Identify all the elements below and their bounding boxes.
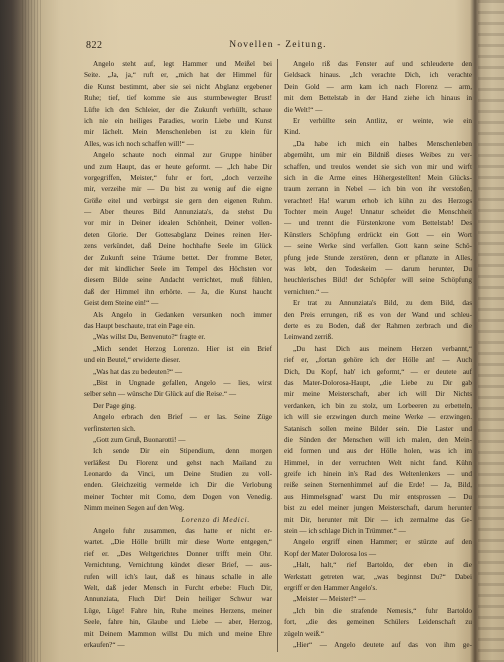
text-line: greife ich hinein in's Rad des Weltenlenkers — und xyxy=(284,470,472,479)
text-line: den Preis errungen, riß es von der Wand und schleu- xyxy=(284,310,472,319)
text-line: Ruhe; tief, tief komme sie aus sturmbewegter Brust! xyxy=(84,94,272,103)
text-line: mit Dir, herunter mit Dir — ich zermalme das Ge- xyxy=(284,515,472,524)
column-divider xyxy=(277,59,278,652)
text-line: enden. Gleichzeitig vermelde ich Dir die Verlobung xyxy=(84,481,272,490)
text-line: verdanken, ich bin zu stolz, um Lorbeeren zu erbetteln, xyxy=(284,401,472,410)
text-line: Satanisch sollen meine Bilder sein. Die Laster und xyxy=(284,424,472,433)
paragraph xyxy=(284,298,472,344)
text-line: Kopf der Mater Dolorosa los — xyxy=(284,549,377,558)
text-line: mir, verzeihe mir — Du bist zu wenig auf die eigne xyxy=(84,185,272,194)
text-line: Leonardo da Vinci, um Deine Studien zu voll- xyxy=(84,470,272,479)
text-line: mit dem Bettelstab in der Hand ziehe ich hinaus in xyxy=(284,94,472,103)
text-line: und zum Haupt, das er heute geformt. — „Ich habe Dir xyxy=(84,162,272,171)
paragraph xyxy=(84,367,272,378)
text-line: „Gott zum Gruß, Buonarotti! — xyxy=(93,435,186,444)
text-line: Himmel, in der verruchten Welt nicht fand. Kühn xyxy=(284,458,472,467)
text-line: abgemüht, um mir ein Bildniß dieses Weibes zu ver- xyxy=(284,151,472,160)
paragraph xyxy=(84,332,272,343)
text-line: Vernichtung, Vernichtung kündet dieser Brief, — aus- xyxy=(84,561,272,570)
paragraph xyxy=(84,435,272,446)
text-line: Angelo fuhr zusammen, das hatte er nicht er- xyxy=(93,527,272,536)
paragraph xyxy=(284,537,472,560)
text-line: Annunziata, Fluch Dir! Dein heiliger Schwur war xyxy=(84,595,272,604)
text-line: Lorenzo di Medici. xyxy=(181,515,250,524)
text-line: der Zukunft seine Träume bettet. Der fromme Beter, xyxy=(84,253,272,262)
text-line: verläßest Du Florenz und gehst nach Mailand zu xyxy=(84,458,272,467)
text-line: bist zu edel meiner jungen Meisterschaft, darum herunter xyxy=(284,504,472,513)
next-page-edge xyxy=(478,0,504,662)
text-line: Tochter mein Auge! Unnatur scheidet die Menschheit xyxy=(284,208,472,217)
text-line: Alles, was ich noch schaffen will!“ — xyxy=(84,139,194,148)
text-line: Seele, fahre hin, Glaube und Liebe — aber, Herzog, xyxy=(84,618,272,627)
left-text-column xyxy=(84,59,272,651)
text-line: mir meine Meisterschaft, aber ich will Dir Nichts xyxy=(284,390,472,399)
text-line: ich will sie erzwingen durch meine Werke — erzwingen. xyxy=(284,413,472,422)
paragraph xyxy=(284,139,472,298)
text-line: Größe eitel und verbirgst sie gern den eigenen Ruhm. xyxy=(84,196,272,205)
text-line: Er verhüllte sein Antlitz, er weinte, wie ein xyxy=(293,116,472,125)
paragraph xyxy=(284,606,472,640)
paragraph xyxy=(84,446,272,514)
text-line: „Halt, halt,“ rief Bartoldo, der eben in die xyxy=(293,561,472,570)
text-line: Geist dem Steine ein!“ — xyxy=(84,299,159,308)
text-line: Lüge, Lüge! Fahre hin, Ruhe meines Herzens, meiner xyxy=(84,606,272,615)
text-line: Als Angelo in Gedanken versunken noch immer xyxy=(93,310,272,319)
text-line: selber sehn — wünsche Dir Glück auf die Reise.“ — xyxy=(84,390,237,399)
text-line: Leinwand zerriß. xyxy=(284,333,334,342)
text-line: „Bist in Ungnade gefallen, Angelo — lies, wirst xyxy=(93,378,272,387)
paragraph xyxy=(284,59,472,116)
text-line: Ich sende Dir ein Stipendium, denn morgen xyxy=(93,447,272,456)
paragraph xyxy=(284,640,472,651)
text-line: Seite. „Ja, ja,“ ruft er, „mich hat der Himmel für xyxy=(84,71,272,80)
text-line: daß der Himmel ihn erhörte. — Ja, die Kunst haucht xyxy=(84,287,272,296)
text-line: eid formen und aus der Hölle holen, was ich im xyxy=(284,447,472,456)
text-line: Nimm meinen Segen auf den Weg. xyxy=(84,504,185,513)
text-line: Angelo steht auf, legt Hammer und Meißel bei xyxy=(93,60,272,68)
text-line: zens verkündet, daß Deine hochhafte Seele im Glück xyxy=(84,242,272,251)
text-line: „Hier“ — Angelo deutete auf das von ihm ge- xyxy=(293,640,472,649)
paragraph xyxy=(84,59,272,150)
text-line: und ein Beutel,“ erwiderte dieser. xyxy=(84,356,181,365)
text-line: „Was hat das zu bedeuten?“ — xyxy=(93,367,183,376)
text-line: das Haupt beschaute, trat ein Page ein. xyxy=(84,321,195,330)
text-line: derte es zu Boden, daß der Rahmen zerbrach und die xyxy=(284,321,472,330)
text-line: vor mir in Deiner idealen Schönheit, Deiner vollen- xyxy=(84,219,272,228)
paragraph xyxy=(284,560,472,594)
text-line: reiße seinen Sternenhimmel auf die Erde! — Ja, Bild, xyxy=(284,481,472,490)
text-line: Angelo schaute noch einmal zur Gruppe hinüber xyxy=(93,151,272,160)
text-line: Geldsack hinaus. „Ich verachte Dich, ich verachte xyxy=(284,71,472,80)
text-line: ich nie ein heiliges Paradies, worin Liebe und Kunst xyxy=(84,116,272,125)
text-line: rief er. „Des Weltgerichtes Donner trifft mein Ohr. xyxy=(84,549,272,558)
running-title: Novellen - Zeitung. xyxy=(229,40,327,50)
text-line: Künstlers Schöpfung erdrückt ein Gott — ein Wort xyxy=(284,230,472,239)
text-line: rief er, „fortan gehöre ich der Hölle an! — Auch xyxy=(284,356,472,365)
text-line: der mit kindlicher Seele im Tempel des Höchsten vor xyxy=(84,265,272,274)
text-line: pfung jede Stunde zerstören, denn er pflanzte in Alles, xyxy=(284,253,472,262)
text-line: Kind. xyxy=(284,128,301,137)
text-line: Der Page ging. xyxy=(93,401,136,410)
text-line: heuchlerisches Bild! der Schöpfer will seine Schöpfung xyxy=(284,276,472,285)
text-line: Werkstatt getreten war, „was beginnst Du?“ Dabei xyxy=(284,572,472,581)
text-line: vernichten.“ — xyxy=(284,287,329,296)
text-line: „Du hast Dich aus meinem Herzen verbannt,“ xyxy=(293,344,472,353)
text-line: Lüfte ich den Schleier, der die Zukunft verhüllt, schaue xyxy=(84,105,272,114)
text-line: das Mater-Dolorosa-Haupt, „die Liebe zu Dir gab xyxy=(284,378,472,387)
text-line: die Kunst bestimmt, aber sie sei nicht Abglanz ergebener xyxy=(84,82,272,91)
text-line: aus Himmelsgnad' warst Du mir entsprossen — Du xyxy=(284,492,472,501)
text-line: Dich, Du Kopf, hab' ich geformt,“ — er deutete auf xyxy=(284,367,472,376)
text-line: traum zerrann in Nebel — ich bin von ihr verstoßen, xyxy=(284,185,472,194)
text-line: „Meister — Meister!“ — xyxy=(293,595,366,604)
text-line: verfinsterten sich. xyxy=(84,424,136,433)
text-line: Angelo ergriff einen Hammer; er stürzte auf den xyxy=(293,538,472,547)
text-line: diesem Bilde seine Andacht verrichtet, muß fühlen, xyxy=(84,276,272,285)
paragraph xyxy=(284,116,472,139)
text-line: fort, „die des gemeinen Schülers Leidenschaft zu xyxy=(284,618,472,627)
paragraph xyxy=(84,344,272,367)
page-number: 822 xyxy=(86,40,103,51)
text-line: „Was willst Du, Benvenuto?“ fragte er. xyxy=(93,333,206,342)
text-line: erkaufen?“ — xyxy=(84,640,125,649)
text-line: schaffen, und treulos wendet sie sich von mir und wirft xyxy=(284,162,472,171)
text-line: — und trennt die Fürstenkrone vom Bettelstab! Des xyxy=(284,219,472,228)
book-gutter xyxy=(22,0,42,662)
text-line: Dein Gold — arm kam ich nach Florenz — arm, xyxy=(284,82,472,91)
text-line: sich in die Arme eines Höhergestellten! Mein Glücks- xyxy=(284,173,472,182)
text-line: meiner Tochter mit Como, dem Dogen von Venedig. xyxy=(84,492,272,501)
text-line: wartet. „Die Hölle brüllt mir diese Worte entgegen,“ xyxy=(84,538,272,547)
text-line: verachtet! Ha! warum erhob ich kühn zu des Herzogs xyxy=(284,196,472,205)
paragraph xyxy=(284,344,472,538)
text-line: rufen will ich's laut, daß es hinaus schalle in alle xyxy=(84,572,272,581)
text-line: „Mich sendet Herzog Lorenzo. Hier ist ein Brief xyxy=(93,344,272,353)
letter-signature xyxy=(84,515,272,526)
text-line: mit Deinem Mammon willst Du mich und meine Ehre xyxy=(84,629,272,638)
text-line: „Ich bin die strafende Nemesis,“ fuhr Bartoldo xyxy=(293,606,472,615)
text-line: Welt, daß jeder Mensch in Furcht erbebe: Fluch Dir, xyxy=(84,583,272,592)
right-text-column xyxy=(284,59,472,651)
text-line: ergriff er den Hammer Angelo's. xyxy=(284,583,378,592)
text-line: zügeln weiß.“ xyxy=(284,629,324,638)
text-line: vorgegriffen, Meister,“ fuhr er fort, „doch verzeihe xyxy=(84,173,272,182)
paragraph xyxy=(84,310,272,333)
text-line: was lebt, den Todeskeim — darum herunter, Du xyxy=(284,265,472,274)
paragraph xyxy=(284,594,472,605)
text-line: stein — ich schlage Dich in Trümmer.“ — xyxy=(284,527,406,536)
text-line: mir lächelt. Mein Menschenleben ist zu klein für xyxy=(84,128,272,137)
text-line: Er trat zu Annunziata's Bild, zu dem Bild, das xyxy=(293,299,472,308)
paragraph xyxy=(84,401,272,412)
text-line: die Sünden der Menschen will ich malen, den Mein- xyxy=(284,435,472,444)
text-line: — seine Werke sind verfallen. Gott kann seine Schö- xyxy=(284,242,472,251)
text-line: Angelo erbrach den Brief — er las. Seine Züge xyxy=(93,413,272,422)
text-line: Angelo riß das Fenster auf und schleuderte den xyxy=(293,60,472,68)
paragraph xyxy=(84,150,272,309)
text-line: die Welt!“ — xyxy=(284,105,323,114)
text-line: „Da habe ich mich ein halbes Menschenleben xyxy=(293,139,472,148)
text-line: deten Glorie. Der Gottesabglanz Deines reinen Her- xyxy=(84,230,272,239)
paragraph xyxy=(84,526,272,651)
text-line: — Aber theures Bild Annunziata's, da stehst Du xyxy=(84,208,272,217)
paragraph xyxy=(84,378,272,401)
paragraph xyxy=(84,412,272,435)
